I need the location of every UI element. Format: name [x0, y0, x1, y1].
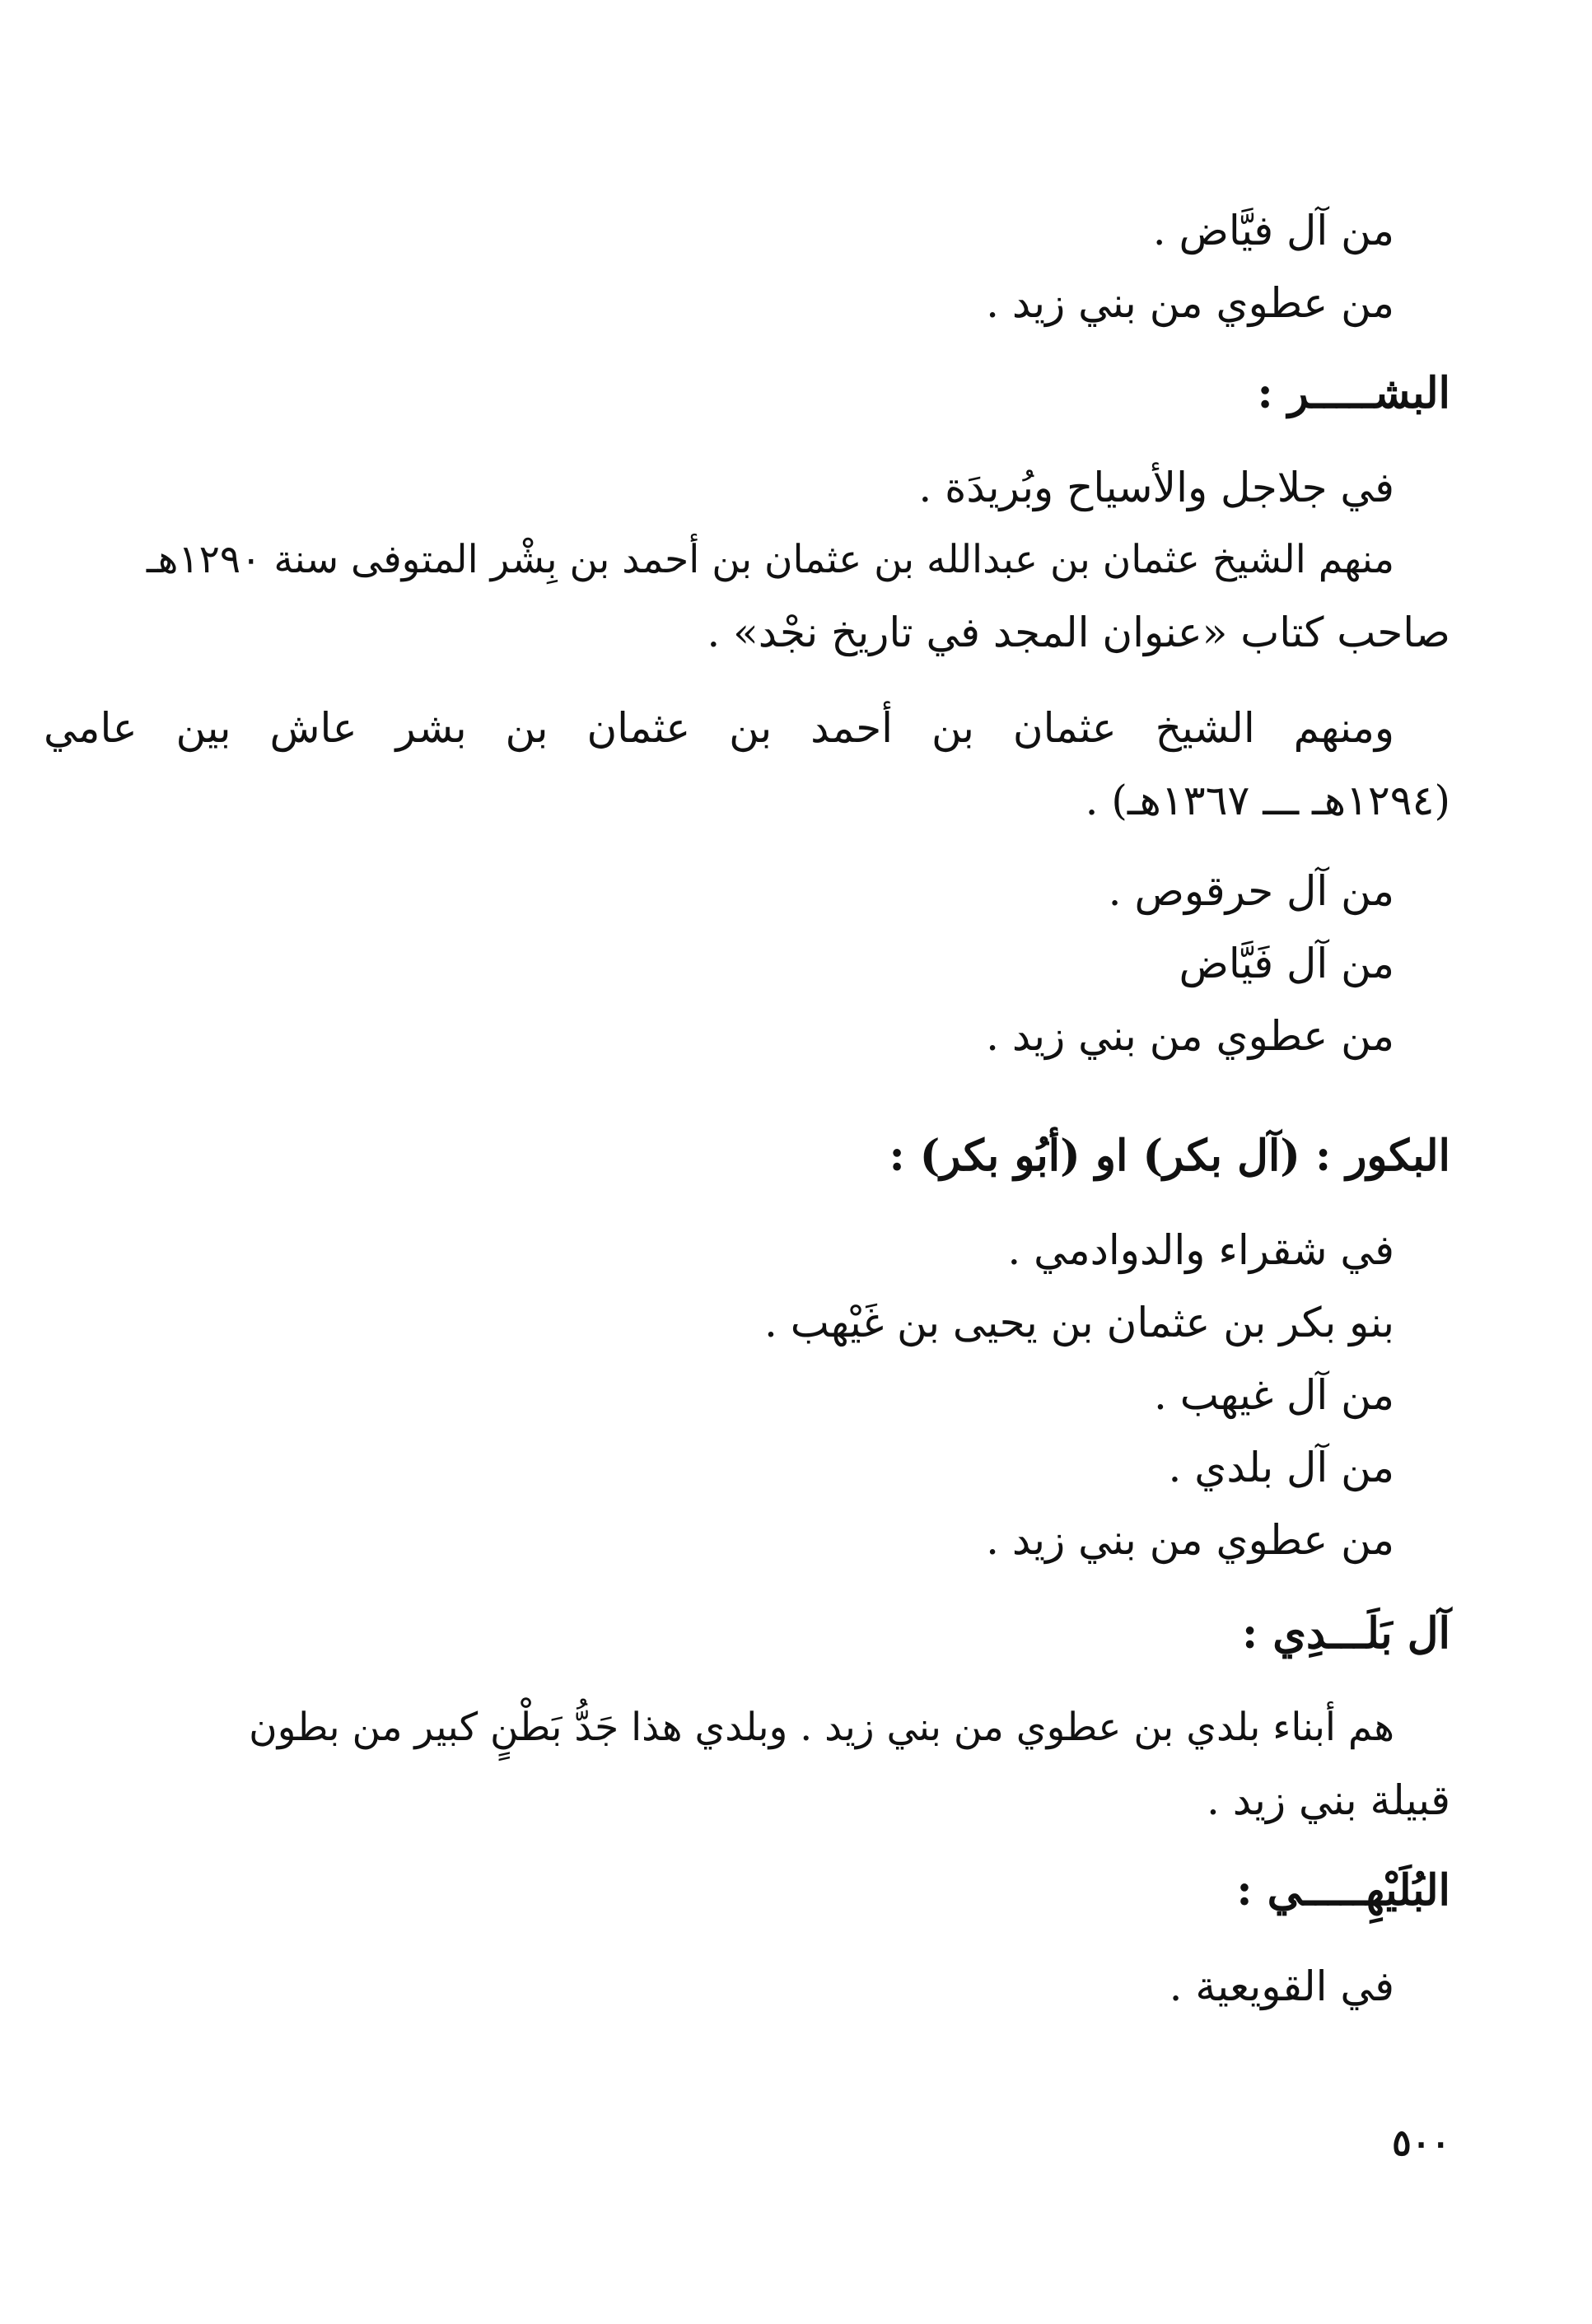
text-line: في شقراء والدوادمي .: [1007, 1226, 1394, 1274]
text-line: من آل فَيَّاض: [1179, 940, 1394, 987]
text-line: بنو بكر بن عثمان بن يحيى بن غَيْهب .: [763, 1299, 1394, 1346]
text-line: من عطوي من بني زيد .: [986, 279, 1394, 327]
text-line: من عطوي من بني زيد .: [986, 1012, 1394, 1060]
section-heading: البكور : (آل بكر) او (أبُو بكر) :: [889, 1131, 1450, 1181]
text-line: صاحب كتاب «عنوان المجد في تاريخ نجْد» .: [707, 609, 1450, 656]
text-line: من آل فيَّاض .: [1152, 207, 1394, 254]
text-line: منهم الشيخ عثمان بن عبدالله بن عثمان بن أحمد بن بِشْر المتوفى سنة ١٢٩٠هـ: [146, 537, 1394, 582]
text-line: من آل غيهب .: [1153, 1371, 1394, 1419]
text-line: من عطوي من بني زيد .: [986, 1516, 1394, 1564]
text-line: ومنهم الشيخ عثمان بن أحمد بن عثمان بن بشر عاش بين عامي: [44, 704, 1394, 752]
page-number: ٥٠٠: [1392, 2122, 1450, 2164]
text-line: هم أبناء بلدي بن عطوي من بني زيد . وبلدي هذا جَدُّ بَطْنٍ كبير من بطون: [249, 1705, 1394, 1750]
text-line: من آل حرقوص .: [1108, 867, 1394, 915]
text-line: من آل بلدي .: [1168, 1444, 1394, 1491]
section-heading: آل بَلَـــدِي :: [1241, 1608, 1450, 1659]
section-heading: البشـــــر :: [1257, 368, 1450, 418]
text-line: في القويعية .: [1169, 1962, 1394, 2010]
text-line: قبيلة بني زيد .: [1207, 1776, 1450, 1824]
text-line: (١٢٩٤هـ ـــ ١٣٦٧هـ) .: [1085, 777, 1450, 824]
text-line: في جلاجل والأسياح وبُريدَة .: [918, 464, 1394, 511]
section-heading: البُلَيْهِـــــي :: [1236, 1865, 1450, 1916]
